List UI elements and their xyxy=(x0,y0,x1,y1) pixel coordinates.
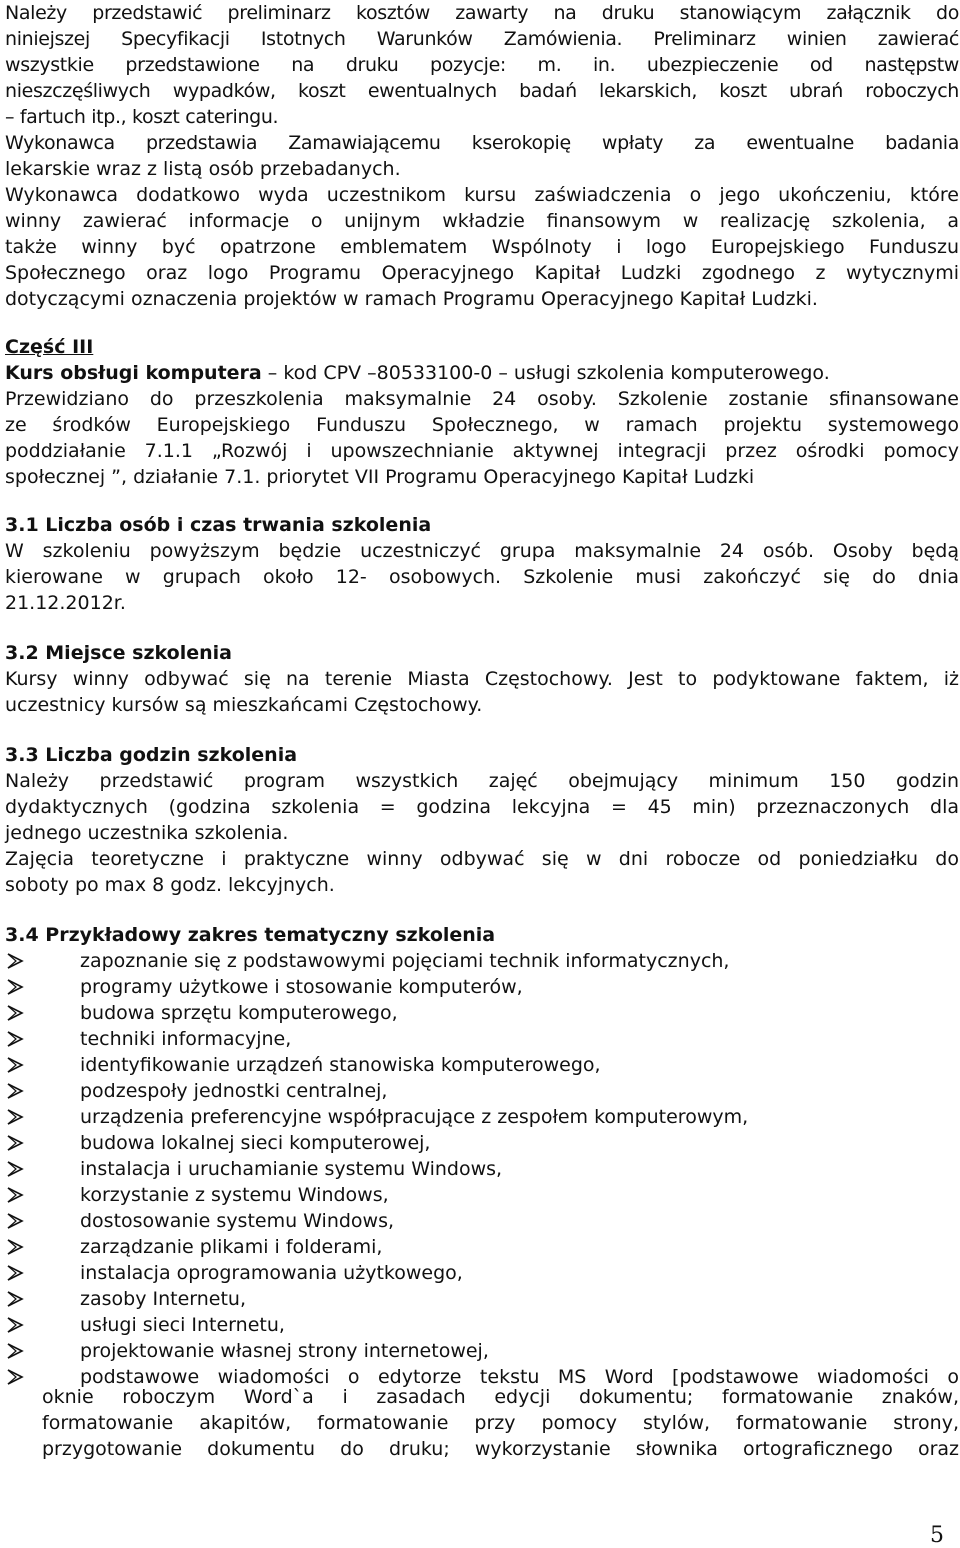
paragraph-line: Społecznego oraz logo Programu Operacyjnego Kapitał Ludzki zgodnego z wytycznymi xyxy=(5,262,959,284)
list-item-text: techniki informacyjne, xyxy=(80,1028,292,1050)
list-item-text: projektowanie własnej strony internetowej, xyxy=(80,1340,489,1362)
paragraph-line: Przewidziano do przeszkolenia maksymalnie 24 osoby. Szkolenie zostanie sfinansowane xyxy=(5,388,959,410)
paragraph-line: uczestnicy kursów są mieszkańcami Częstochowy. xyxy=(5,694,483,716)
course-code: – kod CPV –80533100-0 – usługi szkolenia komputerowego. xyxy=(261,362,830,384)
list-item xyxy=(5,1208,959,1234)
list-item xyxy=(5,1078,959,1104)
list-item-text: budowa sprzętu komputerowego, xyxy=(80,1002,398,1024)
list-item xyxy=(5,1104,959,1130)
arrowhead-bullet-icon xyxy=(6,1134,24,1152)
arrowhead-bullet-icon xyxy=(6,1316,24,1334)
list-item xyxy=(5,948,959,974)
paragraph-line: wszystkie przedstawione na druku pozycje: m. in. ubezpieczenie od następstw xyxy=(5,54,959,76)
arrowhead-bullet-icon xyxy=(6,1186,24,1204)
list-item xyxy=(5,974,959,1000)
section-heading: 3.1 Liczba osób i czas trwania szkolenia xyxy=(5,514,432,536)
course-title-line xyxy=(5,360,830,386)
list-item-text: zasoby Internetu, xyxy=(80,1288,247,1310)
list-item-continuation: formatowanie akapitów, formatowanie przy pomocy stylów, formatowanie strony, xyxy=(42,1412,959,1434)
arrowhead-bullet-icon xyxy=(6,1342,24,1360)
arrowhead-bullet-icon xyxy=(6,1108,24,1126)
paragraph-line: dydaktycznych (godzina szkolenia = godzina lekcyjna = 45 min) przeznaczonych dla xyxy=(5,796,959,818)
arrowhead-bullet-icon xyxy=(6,1030,24,1048)
arrowhead-bullet-icon xyxy=(6,1056,24,1074)
paragraph-line: niniejszej Specyfikacji Istotnych Warunków Zamówienia. Preliminarz winien zawierać xyxy=(5,28,959,50)
list-item-text: identyfikowanie urządzeń stanowiska komputerowego, xyxy=(80,1054,601,1076)
paragraph-line: Zajęcia teoretyczne i praktyczne winny odbywać się w dni robocze od poniedziałku do xyxy=(5,848,959,870)
paragraph-line: ze środków Europejskiego Funduszu Społecznego, w ramach projektu systemowego xyxy=(5,414,959,436)
arrowhead-bullet-icon xyxy=(6,1238,24,1256)
list-item-text: podzespoły jednostki centralnej, xyxy=(80,1080,388,1102)
list-item xyxy=(5,1182,959,1208)
paragraph-line: dotyczącymi oznaczenia projektów w ramach Programu Operacyjnego Kapitał Ludzki. xyxy=(5,288,818,310)
paragraph-line: W szkoleniu powyższym będzie uczestniczyć grupa maksymalnie 24 osób. Osoby będą xyxy=(5,540,959,562)
arrowhead-bullet-icon xyxy=(6,978,24,996)
list-item xyxy=(5,1156,959,1182)
list-item xyxy=(5,1052,959,1078)
list-item-text: usługi sieci Internetu, xyxy=(80,1314,285,1336)
paragraph-line: także winny być opatrzone emblematem Wspólnoty i logo Europejskiego Funduszu xyxy=(5,236,959,258)
paragraph-line: winny zawierać informacje o unijnym wkładzie finansowym w realizację szkolenia, a xyxy=(5,210,959,232)
list-item xyxy=(5,1286,959,1312)
list-item-text: instalacja i uruchamianie systemu Windows, xyxy=(80,1158,503,1180)
section-heading: 3.2 Miejsce szkolenia xyxy=(5,642,232,664)
list-item-text: instalacja oprogramowania użytkowego, xyxy=(80,1262,463,1284)
course-title: Kurs obsługi komputera xyxy=(5,362,262,384)
part-heading: Część III xyxy=(5,336,94,358)
section-heading: 3.3 Liczba godzin szkolenia xyxy=(5,744,298,766)
paragraph-line: społecznej ”, działanie 7.1. priorytet VII Programu Operacyjnego Kapitał Ludzki xyxy=(5,466,755,488)
arrowhead-bullet-icon xyxy=(6,1160,24,1178)
list-item-text: dostosowanie systemu Windows, xyxy=(80,1210,395,1232)
arrowhead-bullet-icon xyxy=(6,1264,24,1282)
paragraph-line: Wykonawca przedstawia Zamawiającemu kserokopię wpłaty za ewentualne badania xyxy=(5,132,959,154)
list-item xyxy=(5,1338,959,1364)
paragraph-line: kierowane w grupach około 12- osobowych. Szkolenie musi zakończyć się do dnia xyxy=(5,566,959,588)
list-item xyxy=(5,1312,959,1338)
list-item-continuation: oknie roboczym Word`a i zasadach edycji dokumentu; formatowanie znaków, xyxy=(42,1386,959,1408)
page-number: 5 xyxy=(930,1523,944,1548)
list-item-continuation: przygotowanie dokumentu do druku; wykorzystanie słownika ortograficznego oraz xyxy=(42,1438,959,1460)
list-item-text: zarządzanie plikami i folderami, xyxy=(80,1236,383,1258)
list-item xyxy=(5,1026,959,1052)
paragraph-line: nieszczęśliwych wypadków, koszt ewentualnych badań lekarskich, koszt ubrań roboczych xyxy=(5,80,959,102)
arrowhead-bullet-icon xyxy=(6,1212,24,1230)
paragraph-line: Należy przedstawić preliminarz kosztów zawarty na druku stanowiącym załącznik do xyxy=(5,2,959,24)
section-heading: 3.4 Przykładowy zakres tematyczny szkolenia xyxy=(5,924,496,946)
list-item-text: urządzenia preferencyjne współpracujące z zespołem komputerowym, xyxy=(80,1106,749,1128)
arrowhead-bullet-icon xyxy=(6,952,24,970)
list-item xyxy=(5,1260,959,1286)
arrowhead-bullet-icon xyxy=(6,1368,24,1386)
list-item xyxy=(5,1000,959,1026)
paragraph-line: Należy przedstawić program wszystkich zajęć obejmujący minimum 150 godzin xyxy=(5,770,959,792)
paragraph-line: Kursy winny odbywać się na terenie Miasta Częstochowy. Jest to podyktowane faktem, iż xyxy=(5,668,959,690)
arrowhead-bullet-icon xyxy=(6,1082,24,1100)
list-item-text: podstawowe wiadomości o edytorze tekstu MS Word [podstawowe wiadomości o xyxy=(80,1366,959,1388)
list-item xyxy=(5,1130,959,1156)
arrowhead-bullet-icon xyxy=(6,1290,24,1308)
paragraph-line: poddziałanie 7.1.1 „Rozwój i upowszechnianie aktywnej integracji przez ośrodki pomocy xyxy=(5,440,959,462)
list-item-text: korzystanie z systemu Windows, xyxy=(80,1184,389,1206)
arrowhead-bullet-icon xyxy=(6,1004,24,1022)
list-item-text: budowa lokalnej sieci komputerowej, xyxy=(80,1132,431,1154)
paragraph-line: jednego uczestnika szkolenia. xyxy=(5,822,289,844)
list-item-text: programy użytkowe i stosowanie komputerów, xyxy=(80,976,523,998)
paragraph-line: soboty po max 8 godz. lekcyjnych. xyxy=(5,874,335,896)
list-item-text: zapoznanie się z podstawowymi pojęciami technik informatycznych, xyxy=(80,950,730,972)
paragraph-line: Wykonawca dodatkowo wyda uczestnikom kursu zaświadczenia o jego ukończeniu, które xyxy=(5,184,959,206)
paragraph-line: lekarskie wraz z listą osób przebadanych. xyxy=(5,158,401,180)
list-item xyxy=(5,1234,959,1260)
paragraph-line: 21.12.2012r. xyxy=(5,592,126,614)
paragraph-line: – fartuch itp., koszt cateringu. xyxy=(5,106,279,128)
